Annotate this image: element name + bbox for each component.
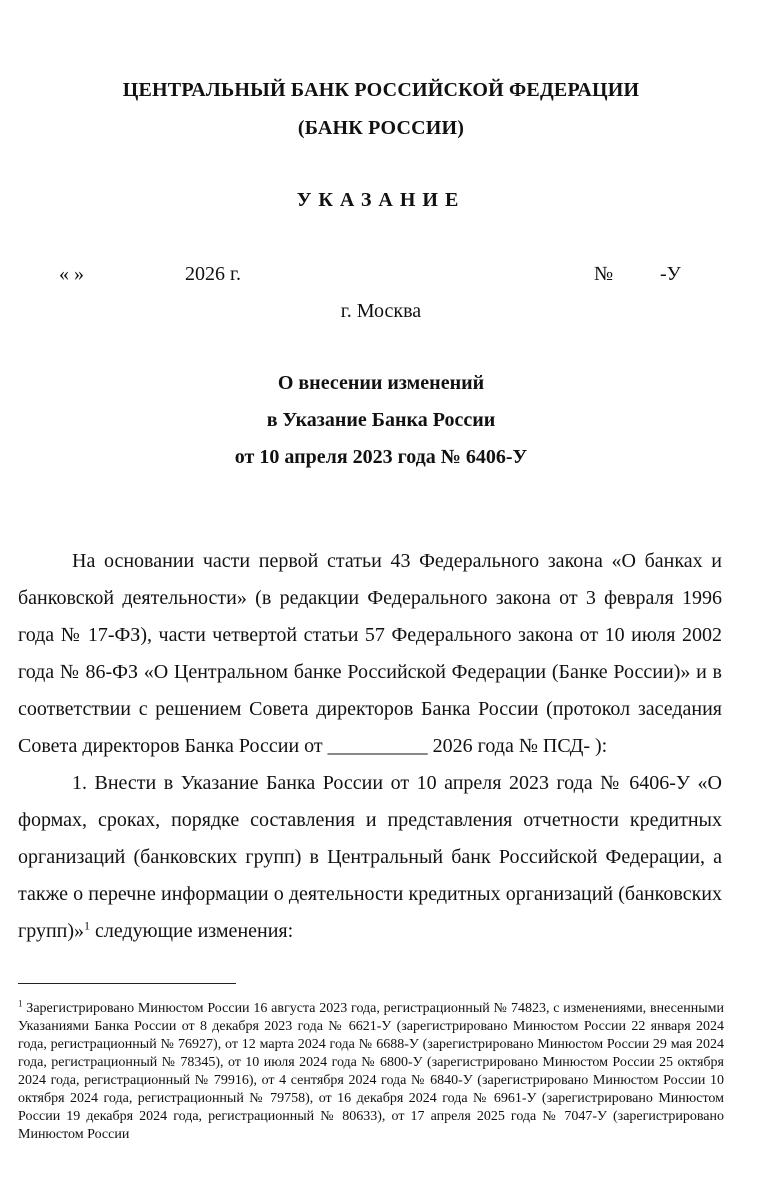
footnote-separator (18, 983, 236, 984)
date-day-placeholder: « » (59, 263, 84, 285)
document-number-sign: № (594, 263, 614, 285)
item-1-text: 1. Внести в Указание Банка России от 10 апреля 2023 года № 6406-У «О формах, сроках, порядке составления и представления отчетности кредитных организаций (банковских групп) в Центральный банк Российской Федерации, а также о перечне информации о деятельности кредитных организаций (банковских групп)» (18, 772, 722, 942)
document-type: УКАЗАНИЕ (296, 189, 466, 211)
issuer-short-name: (БАНК РОССИИ) (297, 117, 465, 139)
document-number-suffix: -У (660, 263, 681, 285)
item-1-paragraph (18, 765, 722, 950)
title-line-2: в Указание Банка России (266, 409, 496, 431)
title-line-1: О внесении изменений (277, 372, 485, 394)
footnote-text: Зарегистрировано Минюстом России 16 августа 2023 года, регистрационный № 74823, с изменениями, внесенными Указаниями Банка России от 8 декабря 2023 года № 6621-У (зарегистрировано Минюстом России 22 января 2024 года, регистрационный № 76927), от 12 марта 2024 года № 6688-У (зарегистрировано Минюстом России 29 мая 2024 года, регистрационный № 78345), от 10 июля 2024 года № 6800-У (зарегистрировано Минюстом России 25 октября 2024 года, регистрационный № 79916), от 4 сентября 2024 года № 6840-У (зарегистрировано Минюстом России 10 октября 2024 года, регистрационный № 79758), от 16 декабря 2024 года № 6961-У (зарегистрировано Минюстом России 19 декабря 2024 года, регистрационный № 80633), от 17 апреля 2025 года № 7047-У (зарегистрировано Минюстом России (18, 1001, 724, 1142)
footnote-marker: 1 (18, 998, 23, 1009)
item-1-tail: следующие изменения: (90, 920, 294, 942)
document-body (18, 543, 722, 950)
preamble-paragraph: На основании части первой статьи 43 Федерального закона «О банках и банковской деятельности» (в редакции Федерального закона от 3 февраля 1996 года № 17-ФЗ), части четвертой статьи 57 Федерального закона от 10 июля 2002 года № 86-ФЗ «О Центральном банке Российской Федерации (Банке России)» и в соответствии с решением Совета директоров Банка России (протокол заседания Совета директоров Банка России от __________ 2026 года № ПСД- ): (18, 550, 722, 757)
footnote-reference[interactable]: 1 (84, 918, 91, 933)
title-line-3: от 10 апреля 2023 года № 6406-У (234, 446, 528, 468)
city: г. Москва (340, 300, 422, 322)
issuer-name: ЦЕНТРАЛЬНЫЙ БАНК РОССИЙСКОЙ ФЕДЕРАЦИИ (122, 79, 640, 101)
footnote (18, 1000, 724, 1144)
date-year: 2026 г. (185, 263, 241, 285)
